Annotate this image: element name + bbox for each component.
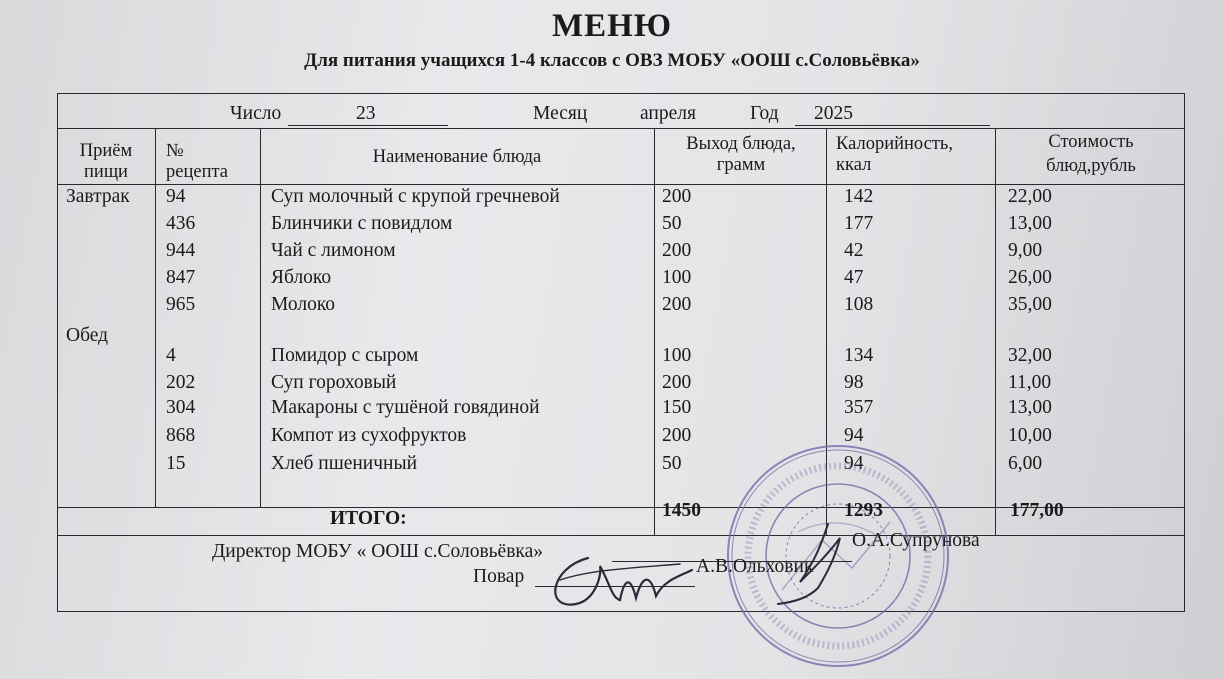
director-name: О.А.Супрунова: [852, 530, 980, 551]
header-calories-line1: Калорийность,: [836, 134, 953, 154]
header-calories-line2: ккал: [836, 155, 872, 175]
cook-label: Повар: [473, 566, 525, 587]
recipe-number: 94: [166, 186, 186, 207]
header-calories: [836, 134, 953, 176]
header-cost-line2: блюд,рубль: [1046, 156, 1136, 176]
dish-cost: 6,00: [1008, 453, 1043, 474]
dish-cost: 11,00: [1008, 372, 1052, 393]
header-yield-line1: Выход блюда,: [686, 134, 796, 154]
dish-name: Блинчики с повидлом: [271, 213, 453, 234]
meal-breakfast-label: Завтрак: [66, 186, 130, 207]
totals-yield: 1450: [662, 500, 701, 521]
header-recipe-line2: рецепта: [166, 162, 228, 182]
header-recipe: [166, 141, 228, 183]
recipe-number: 202: [166, 372, 196, 393]
dish-calories: 94: [844, 453, 864, 474]
recipe-number: 304: [166, 397, 196, 418]
dish-name: Суп гороховый: [271, 372, 397, 393]
recipe-number: 847: [166, 267, 196, 288]
cook-signature-line: [535, 586, 695, 587]
header-recipe-line1: №: [166, 141, 184, 161]
dish-name: Яблоко: [271, 267, 332, 288]
director-label: Директор МОБУ « ООШ с.Соловьёвка»: [212, 541, 544, 562]
year-label: Год: [750, 103, 779, 124]
header-dish: Наименование блюда: [372, 147, 542, 167]
dish-name: Чай с лимоном: [271, 240, 396, 261]
header-cost-line1: Стоимость: [1048, 132, 1134, 152]
column-divider: [155, 128, 156, 508]
month-value: апреля: [640, 103, 696, 124]
month-label: Месяц: [533, 103, 588, 124]
recipe-number: 868: [166, 425, 196, 446]
dish-name: Молоко: [271, 294, 336, 315]
row-divider: [57, 128, 1185, 129]
dish-calories: 357: [844, 397, 874, 418]
column-divider: [654, 128, 655, 536]
header-meal: [58, 141, 154, 183]
dish-yield: 200: [662, 294, 692, 315]
dish-yield: 150: [662, 397, 692, 418]
recipe-number: 965: [166, 294, 196, 315]
recipe-number: 944: [166, 240, 196, 261]
dish-yield: 200: [662, 240, 692, 261]
dish-calories: 42: [844, 240, 864, 261]
dish-cost: 26,00: [1008, 267, 1052, 288]
header-meal-line2: пищи: [84, 162, 128, 182]
dish-cost: 13,00: [1008, 213, 1052, 234]
dish-calories: 94: [844, 425, 864, 446]
dish-cost: 22,00: [1008, 186, 1052, 207]
dish-cost: 9,00: [1008, 240, 1043, 261]
dish-name: Помидор с сыром: [271, 345, 419, 366]
dish-name: Хлеб пшеничный: [271, 453, 418, 474]
dish-calories: 177: [844, 213, 874, 234]
dish-calories: 98: [844, 372, 864, 393]
dish-name: Макароны с тушёной говядиной: [271, 397, 540, 418]
dish-calories: 108: [844, 294, 874, 315]
column-divider: [995, 128, 996, 536]
row-divider: [57, 535, 1185, 536]
column-divider: [260, 128, 261, 508]
dish-yield: 200: [662, 372, 692, 393]
recipe-number: 15: [166, 453, 186, 474]
header-yield-line2: грамм: [716, 155, 766, 175]
dish-yield: 200: [662, 425, 692, 446]
totals-cost: 177,00: [1010, 500, 1064, 521]
year-value: 2025: [814, 103, 853, 124]
dish-calories: 47: [844, 267, 864, 288]
dish-yield: 200: [662, 186, 692, 207]
year-underline: [795, 125, 990, 126]
totals-label: ИТОГО:: [330, 508, 407, 529]
day-underline: [288, 125, 448, 126]
dish-yield: 50: [662, 453, 682, 474]
day-label: Число: [230, 103, 282, 124]
menu-title: МЕНЮ: [552, 8, 672, 44]
dish-cost: 13,00: [1008, 397, 1052, 418]
dish-calories: 142: [844, 186, 874, 207]
dish-name: Суп молочный с крупой гречневой: [271, 186, 560, 207]
dish-cost: 35,00: [1008, 294, 1052, 315]
recipe-number: 4: [166, 345, 176, 366]
dish-yield: 100: [662, 345, 692, 366]
dish-yield: 50: [662, 213, 682, 234]
header-yield: [656, 134, 826, 176]
dish-cost: 10,00: [1008, 425, 1052, 446]
day-value: 23: [356, 103, 376, 124]
dish-name: Компот из сухофруктов: [271, 425, 467, 446]
header-meal-line1: Приём: [79, 141, 133, 161]
recipe-number: 436: [166, 213, 196, 234]
dish-calories: 134: [844, 345, 874, 366]
dish-yield: 100: [662, 267, 692, 288]
totals-calories: 1293: [844, 500, 883, 521]
row-divider: [57, 184, 1185, 185]
meal-lunch-label: Обед: [66, 325, 109, 346]
cook-name: А.В.Ольховик: [696, 556, 814, 577]
dish-cost: 32,00: [1008, 345, 1052, 366]
header-cost: [997, 130, 1185, 178]
menu-subtitle: Для питания учащихся 1-4 классов с ОВЗ МОБУ «ООШ с.Соловьёвка»: [304, 50, 920, 71]
